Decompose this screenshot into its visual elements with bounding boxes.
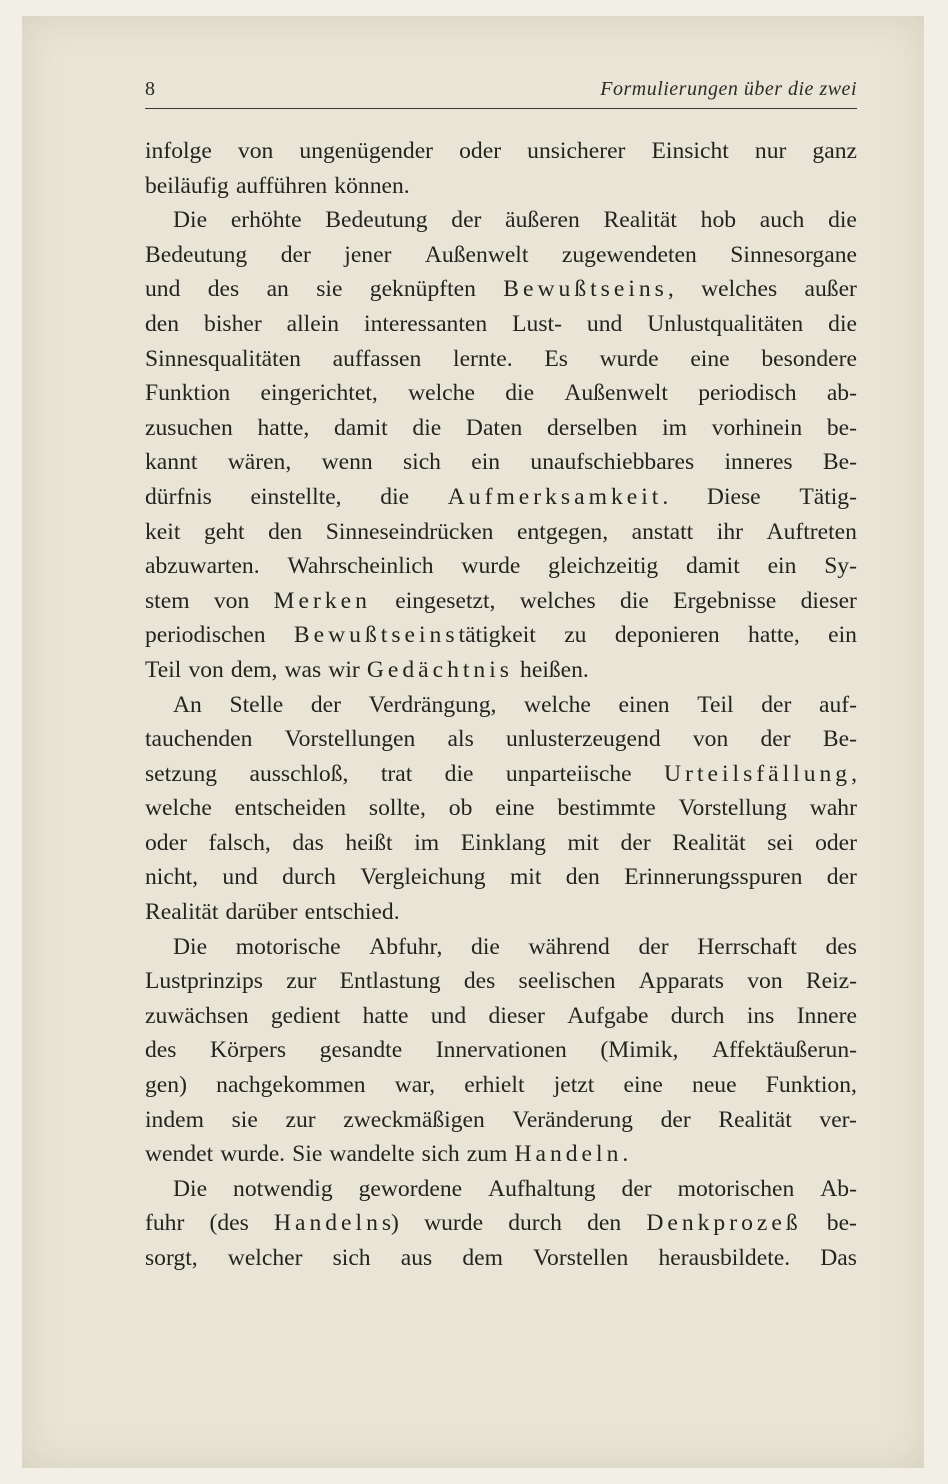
word: Vergleichung — [360, 864, 486, 891]
word: keit — [145, 518, 181, 545]
emphasized-word: Handeln — [514, 1141, 623, 1168]
text-line — [145, 1172, 857, 1207]
word: Sinneseindrücken — [325, 518, 494, 545]
word: die — [412, 414, 442, 441]
text-line — [145, 584, 857, 619]
word: einstellte, — [250, 483, 342, 510]
word: sie — [316, 276, 343, 303]
word: indem — [145, 1106, 204, 1133]
word: von — [188, 656, 224, 683]
text-line — [145, 238, 857, 273]
word: aus — [400, 1245, 433, 1271]
word: deponieren — [614, 622, 720, 649]
word: Funktion, — [765, 1072, 857, 1099]
word: (Mimik, — [600, 1037, 679, 1064]
word: abzuwarten. — [145, 553, 260, 580]
word: Realität — [603, 207, 677, 234]
emphasized-word: Gedächtnis — [366, 656, 513, 683]
word: zum — [466, 1141, 508, 1168]
word: Vorstellen — [533, 1245, 629, 1271]
word: Ergebnisse — [673, 587, 777, 614]
word: Das — [820, 1245, 857, 1271]
word: Teil — [697, 691, 734, 718]
word: unaufschiebbares — [530, 449, 695, 476]
word: zweckmäßigen — [343, 1106, 485, 1133]
word: fuhr — [145, 1210, 185, 1237]
word: motorischen — [677, 1175, 795, 1202]
word: wendet — [145, 1141, 214, 1168]
text-line — [145, 791, 857, 826]
word: die — [505, 380, 535, 407]
word: welches — [519, 587, 596, 614]
word: Abfuhr, — [369, 933, 443, 960]
word: nachgekommen — [216, 1072, 366, 1099]
word: geknüpften — [369, 276, 476, 303]
text-line — [145, 342, 857, 377]
word: entscheiden — [234, 795, 347, 822]
word: und — [145, 276, 181, 303]
word: Handelns) — [273, 1210, 399, 1237]
word: Die — [173, 1175, 208, 1202]
word: Lustprinzips — [145, 968, 263, 995]
word: war, — [394, 1072, 436, 1099]
word: dem, — [230, 656, 278, 683]
word: falsch, — [208, 829, 271, 856]
word: sei — [767, 829, 794, 856]
word: zugewendeten — [561, 241, 697, 268]
word: damit — [333, 414, 388, 441]
word: oder — [459, 138, 502, 164]
word: der — [310, 691, 341, 718]
word: welcher — [227, 1245, 303, 1271]
word: Aufhaltung — [488, 1175, 596, 1202]
word: eine — [690, 345, 730, 372]
word: dürfnis — [145, 483, 212, 510]
text-line — [145, 618, 857, 653]
word: der — [621, 1175, 652, 1202]
word: eingerichtet, — [260, 380, 378, 407]
text-line — [145, 964, 857, 999]
word: mit — [509, 864, 542, 891]
word: Die — [173, 207, 208, 234]
body-text — [145, 134, 857, 1276]
word: Urteilsfällung, — [664, 760, 857, 787]
word: damit — [686, 553, 740, 580]
text-line — [145, 1137, 857, 1172]
word: von — [237, 138, 274, 164]
word: das — [292, 829, 324, 856]
word: wir — [328, 656, 360, 683]
word: wenn — [321, 449, 373, 476]
word: Affektäußerun- — [712, 1037, 857, 1064]
word: Sie — [292, 1141, 323, 1168]
word: An — [173, 691, 202, 718]
text-line — [145, 826, 857, 861]
text-line — [145, 1103, 857, 1138]
word: aufführen — [235, 172, 328, 199]
word: die — [444, 760, 474, 787]
word: wurde — [424, 1210, 484, 1237]
word: entgegen, — [517, 518, 609, 545]
word: welche — [145, 795, 212, 822]
word: erhöhte — [230, 207, 302, 234]
text-line — [145, 757, 857, 792]
text-line — [145, 411, 857, 446]
word: auch — [759, 207, 805, 234]
word: besondere — [761, 345, 857, 372]
word: den — [565, 864, 600, 891]
word: gedient — [270, 1002, 341, 1029]
word: setzung — [145, 760, 218, 787]
word: ein — [828, 622, 857, 649]
word: des — [825, 933, 857, 960]
word: die — [380, 483, 410, 510]
word: wahr — [809, 795, 857, 822]
word: Außenwelt — [424, 241, 529, 268]
word: dem — [462, 1245, 503, 1271]
word: motorische — [235, 933, 341, 960]
word: inneres — [724, 449, 793, 476]
word: außer — [804, 276, 857, 303]
word: durch — [508, 1210, 562, 1237]
word: Teil — [145, 656, 182, 683]
word: beiläufig — [145, 172, 229, 199]
word: anstatt — [631, 518, 694, 545]
text-line — [145, 688, 857, 723]
text-line — [145, 169, 857, 204]
word: wurde. — [220, 1141, 286, 1168]
word: Körpers — [210, 1037, 287, 1064]
word: von — [692, 726, 729, 753]
word: periodischen — [145, 622, 266, 649]
text-line — [145, 515, 857, 550]
word: derselben — [546, 414, 638, 441]
word: des — [207, 276, 240, 303]
word: Einsicht — [651, 138, 729, 164]
word: eine — [495, 795, 535, 822]
word: zur — [285, 1106, 316, 1133]
word: mit — [567, 829, 599, 856]
word: als — [447, 726, 474, 753]
word: die — [828, 310, 857, 337]
word: ungenügender — [299, 138, 434, 164]
word: Innervationen — [435, 1037, 567, 1064]
word: nicht, — [145, 864, 199, 891]
word: eine — [623, 1072, 663, 1099]
word: heißen. — [520, 656, 589, 683]
word: Tätig- — [799, 483, 857, 510]
text-line — [145, 653, 857, 688]
word: Realität — [672, 829, 746, 856]
word: be- — [826, 414, 857, 441]
word: welches — [701, 276, 778, 303]
word: darüber — [225, 899, 298, 926]
word: zusuchen — [145, 414, 233, 441]
word: ihr — [716, 518, 743, 545]
word: einen — [618, 691, 670, 718]
word: lernte. — [453, 345, 513, 372]
word: der — [826, 864, 857, 891]
word: den — [145, 310, 180, 337]
word: infolge — [145, 138, 212, 164]
word: Vorstellungen — [284, 726, 416, 753]
word: im — [662, 414, 687, 441]
word: ein — [767, 553, 797, 580]
word: Vorstellung — [678, 795, 787, 822]
emphasized-word: Bewußtseins — [503, 276, 668, 303]
word: Verdrängung, — [368, 691, 497, 718]
word: die — [471, 933, 500, 960]
word: die — [828, 207, 857, 234]
word: hatte, — [748, 622, 800, 649]
word: oder — [145, 829, 187, 856]
word: zur — [286, 968, 317, 995]
word: sorgt, — [145, 1245, 198, 1271]
text-line — [145, 480, 857, 515]
word: Aufgabe — [567, 1002, 649, 1029]
text-line — [145, 445, 857, 480]
word: Handeln. — [514, 1141, 629, 1168]
word: ver- — [819, 1106, 857, 1133]
word: auf- — [819, 691, 857, 718]
word: Reiz- — [805, 968, 857, 995]
word: unsicherer — [527, 138, 626, 164]
word: bisher — [204, 310, 262, 337]
text-line — [145, 860, 857, 895]
word: Realität — [718, 1106, 792, 1133]
word: be- — [826, 1210, 857, 1237]
word: der — [638, 933, 669, 960]
word: sollte, — [368, 795, 426, 822]
word: Auftreten — [766, 518, 857, 545]
word: der — [760, 726, 791, 753]
word: des — [145, 1037, 177, 1064]
word: sich — [402, 449, 441, 476]
word: sie — [231, 1106, 258, 1133]
word: wandelte — [329, 1141, 415, 1168]
word: auffassen — [332, 345, 422, 372]
word: periodisch — [698, 380, 797, 407]
word: jener — [344, 241, 392, 268]
word: (des — [209, 1210, 249, 1237]
word: nur — [754, 138, 787, 164]
text-line — [145, 895, 857, 930]
word: der — [620, 829, 651, 856]
word: Entlastung — [339, 968, 441, 995]
emphasized-word: Aufmerksamkeit — [447, 483, 663, 510]
text-line — [145, 376, 857, 411]
text-line — [145, 203, 857, 238]
word: hatte, — [257, 414, 310, 441]
word: Sy- — [824, 553, 857, 580]
word: Bedeutung — [145, 241, 248, 268]
emphasized-word: Handeln — [273, 1210, 382, 1237]
word: zu — [564, 622, 587, 649]
word: Außenwelt — [564, 380, 668, 407]
running-head: Formulierungen über die zwei — [600, 78, 857, 100]
text-line — [145, 1068, 857, 1103]
word: wurde — [461, 553, 521, 580]
word: wurde — [599, 345, 659, 372]
word: ob — [448, 795, 473, 822]
word: der — [451, 207, 482, 234]
word: notwendig — [233, 1175, 333, 1202]
word: stem — [145, 587, 190, 614]
word: welche — [408, 380, 475, 407]
word: wären, — [227, 449, 292, 476]
word: können. — [334, 172, 410, 199]
word: Funktion — [145, 380, 231, 407]
word: Apparats — [638, 968, 724, 995]
text-line — [145, 134, 857, 169]
word: allein — [286, 310, 340, 337]
word: trat — [380, 760, 413, 787]
emphasized-word: Denkprozeß — [646, 1210, 802, 1237]
word: durch — [670, 1002, 725, 1029]
word: neue — [692, 1072, 737, 1099]
text-line — [145, 1033, 857, 1068]
word: welche — [524, 691, 591, 718]
text-line — [145, 999, 857, 1034]
word: Ab- — [820, 1175, 857, 1202]
text-line — [145, 307, 857, 342]
word: von — [747, 968, 783, 995]
word: Daten — [465, 414, 523, 441]
word: Aufmerksamkeit. — [447, 483, 669, 510]
word: die — [620, 587, 649, 614]
word: unparteiische — [505, 760, 632, 787]
word: den — [587, 1210, 622, 1237]
word: Bedeutung — [325, 207, 428, 234]
text-line — [145, 722, 857, 757]
word: Einklang — [460, 829, 546, 856]
text-line — [145, 1241, 857, 1276]
word: Bewußtseinstätigkeit — [293, 622, 536, 649]
word: Veränderung — [512, 1106, 633, 1133]
word: äußeren — [505, 207, 580, 234]
word: an — [266, 276, 289, 303]
word: Es — [544, 345, 568, 372]
word: Herrschaft — [697, 933, 797, 960]
word: und — [430, 1002, 467, 1029]
word: gleichzeitig — [548, 553, 659, 580]
word: während — [528, 933, 610, 960]
word: bestimmte — [557, 795, 656, 822]
word: Innere — [796, 1002, 857, 1029]
word: Sinnesqualitäten — [145, 345, 301, 372]
word: was — [284, 656, 322, 683]
word: eingesetzt, — [395, 587, 496, 614]
page-header — [145, 78, 857, 109]
word: sich — [421, 1141, 460, 1168]
word: von — [213, 587, 250, 614]
word — [274, 584, 371, 619]
word: vorhinein — [711, 414, 803, 441]
word: ein — [471, 449, 501, 476]
emphasized-word: Merken — [273, 587, 371, 614]
word: zuwächsen — [145, 1002, 249, 1029]
text-line — [145, 930, 857, 965]
word: heißt — [345, 829, 393, 856]
word: gesandte — [319, 1037, 403, 1064]
word: Unlustqualitäten — [647, 310, 804, 337]
word: gen) — [145, 1072, 187, 1099]
text-line — [145, 272, 857, 307]
word — [367, 653, 513, 688]
word: sich — [332, 1245, 371, 1271]
word: gewordene — [358, 1175, 463, 1202]
word: Die — [173, 933, 208, 960]
word: hatte — [362, 1002, 409, 1029]
word: Realität — [145, 899, 219, 926]
word: Be- — [822, 449, 857, 476]
page-number: 8 — [145, 78, 155, 100]
emphasized-word: Bewußtseins — [293, 622, 459, 649]
word: den — [268, 518, 303, 545]
word: dieser — [488, 1002, 545, 1029]
word: der — [761, 691, 792, 718]
word: Bewußtseins, — [503, 276, 674, 303]
word: tauchenden — [145, 726, 253, 753]
word: jetzt — [553, 1072, 595, 1099]
word: geht — [203, 518, 245, 545]
word: ins — [746, 1002, 775, 1029]
word: Be- — [822, 726, 857, 753]
word — [646, 1206, 801, 1241]
word: ganz — [812, 138, 857, 164]
word: unlusterzeugend — [506, 726, 661, 753]
word: und — [222, 864, 258, 891]
word: oder — [815, 829, 857, 856]
word: Erinnerungsspuren — [624, 864, 803, 891]
word: der — [660, 1106, 691, 1133]
word: herausbildete. — [658, 1245, 791, 1271]
word: Stelle — [229, 691, 284, 718]
word: interessanten — [364, 310, 488, 337]
word: Wahrscheinlich — [287, 553, 434, 580]
emphasized-word: Urteilsfällung — [664, 760, 852, 787]
word: Sinnesorgane — [730, 241, 857, 268]
word: erhielt — [464, 1072, 525, 1099]
word: und — [586, 310, 623, 337]
word: ab- — [826, 380, 857, 407]
text-line — [145, 549, 857, 584]
word: ausschloß, — [249, 760, 349, 787]
word: durch — [282, 864, 336, 891]
word: Diese — [706, 483, 761, 510]
word: der — [280, 241, 311, 268]
word: des — [463, 968, 496, 995]
word: hob — [700, 207, 737, 234]
word: kannt — [145, 449, 198, 476]
word: seelischen — [518, 968, 616, 995]
text-line — [145, 1206, 857, 1241]
word: entschied. — [304, 899, 400, 926]
word: im — [414, 829, 440, 856]
word: dieser — [800, 587, 857, 614]
word: Lust- — [512, 310, 562, 337]
